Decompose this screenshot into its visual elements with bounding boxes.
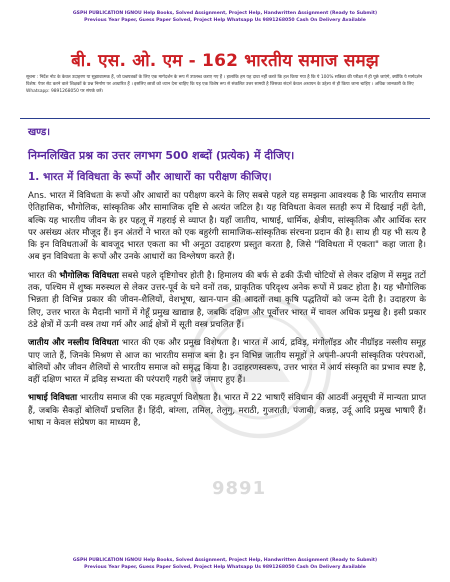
publisher-header	[0, 0, 450, 30]
header-line-2: Previous Year Paper, Guess Paper Solved, Project Help Whatsapp Us 9891268050 Cash On Delivery Available	[84, 18, 366, 23]
disclaimer-notice: सूचना : निर्देश नोट के केवल उदाहरण या सुझावात्मक हैं, जो प्रश्नपत्रकों के लिए एक मार्गदर्शन के रूप में उपलब्ध कराए गए हैं । हालांकि हम यह दावा नहीं करते कि हल किया गया है कि ये 100% सत्रिका की परीक्षा में ही पूछे जाएंगे, क्योंकि ये मार्गदर्शन विशेष: पेपर सेट करने वाले शिक्षकों के प्रश्न निर्माण पर आधारित हैं । इसलिए छात्रों को ध्यान देना चाहिए कि यह एक विशेष रूप से संकलित उत्तर सामग्री है जिसका संदर्भ केवल अध्ययन के उद्देश्य से ही किया जाना चाहिए । अधिक जानकारी के लिए Whatsapp: 9891268050 पर संपर्क करें।	[26, 75, 423, 94]
watermark-phone: 9891	[212, 478, 267, 499]
term-geographic-diversity: भौगोलिक विविधता	[59, 270, 119, 281]
paragraph-text: सबसे पहले दृष्टिगोचर होती है। हिमालय की बर्फ से ढकी ऊँची चोटियों से लेकर दक्षिण में समुद्र तटों तक, पश्चिम में शुष्क मरुस्थल से लेकर उत्तर-पूर्व के घने वनों तक, प्राकृतिक परिदृश्य अनेक रूपों में प्रकट होता है। यह भौगोलिक भिन्नता ही विभिन्न प्रकार की जीवन-शैलियों, वेशभूषा, खान-पान की आदतों तथा कृषि पद्धतियों को जन्म देती है। उदाहरण के लिए, उत्तर भारत के मैदानी भागों में गेहूँ प्रमुख खाद्यान्न है, जबकि दक्षिण और पूर्वोत्तर भारत में चावल अधिक प्रमुख है। इसी प्रकार ठंडे क्षेत्रों में ऊनी वस्त्र तथा गर्म और आर्द्र क्षेत्रों में सूती वस्त्र प्रचलित हैं।	[28, 270, 426, 330]
section-divider	[20, 118, 430, 119]
answer-paragraph-linguistic	[28, 392, 426, 429]
term-ethnic-diversity: जातीय और नस्लीय विविधता	[28, 338, 119, 349]
answer-body	[28, 190, 426, 435]
paragraph-prefix: भारत की	[28, 270, 60, 281]
answer-paragraph-geographic	[28, 270, 426, 331]
publisher-footer	[0, 557, 450, 571]
answer-paragraph-ethnic	[28, 337, 426, 386]
section-label: खण्ड।	[28, 127, 51, 138]
paragraph-text: भारत की एक और प्रमुख विशेषता है। भारत में आर्य, द्रविड़, मंगोलॉइड और नीग्रॉइड नस्लीय समूह पाए जाते हैं, जिनके मिश्रण से आज का भारतीय समाज बना है। इन विभिन्न जातीय समूहों ने अपनी-अपनी सांस्कृतिक परंपराओं, बोलियों और जीवन शैलियों से भारतीय समाज को समृद्ध किया है। उदाहरणस्वरूप, उत्तर भारत में आर्य संस्कृति का प्रभाव स्पष्ट है, वहीं दक्षिण भारत में द्रविड़ सभ्यता की परंपराएँ गहरी जड़ें जमाए हुए हैं।	[28, 338, 426, 386]
footer-line-2: Previous Year Paper, Guess Paper Solved, Project Help Whatsapp Us 9891268050 Cash On Delivery Available	[84, 565, 366, 570]
answer-paragraph-intro: Ans. भारत में विविधता के रूपों और आधारों का परीक्षण करने के लिए सबसे पहले यह समझना आवश्यक है कि भारतीय समाज ऐतिहासिक, भौगोलिक, सांस्कृतिक और सामाजिक दृष्टि से अत्यंत जटिल है। यह विविधता केवल सतही रूप में दिखाई नहीं देती, बल्कि यह भारतीय जीवन के हर पहलू में गहराई से व्याप्त है। यहाँ जातीय, भाषाई, धार्मिक, क्षेत्रीय, सांस्कृतिक और आर्थिक स्तर पर असंख्य अंतर मौजूद हैं। इन अंतरों ने भारत को एक बहुरंगी सामाजिक-सांस्कृतिक संरचना प्रदान की है। साथ ही यह भी सत्य है कि इन विविधताओं के बावजूद भारत एकता का भी अनूठा उदाहरण प्रस्तुत करता है, जिसे "विविधता में एकता" कहा जाता है। अब इन विविधता के रूपों और उनके आधारों का विश्लेषण करते हैं।	[28, 191, 426, 263]
question-heading: 1. भारत में विविधता के रूपों और आधारों का परीक्षण कीजिए।	[28, 171, 272, 183]
term-linguistic-diversity: भाषाई विविधता	[28, 393, 78, 404]
header-line-1: GSPH PUBLICATION IGNOU Help Books, Solved Assignment, Project Help, Handwritten Assignment (Ready to Submit)	[72, 11, 378, 16]
paragraph-text: भारतीय समाज की एक महत्वपूर्ण विशेषता है। भारत में 22 भाषाएँ संविधान की आठवीं अनुसूची में मान्यता प्राप्त हैं, जबकि सैकड़ों बोलियाँ प्रचलित हैं। हिंदी, बांग्ला, तमिल, तेलुगु, मराठी, गुजराती, पंजाबी, कन्नड़, उर्दू आदि प्रमुख भाषाएँ हैं। भाषा न केवल संप्रेषण का माध्यम है,	[28, 393, 426, 429]
instruction-heading: निम्नलिखित प्रश्न का उत्तर लगभग 500 शब्दों (प्रत्येक) में दीजिए।	[28, 149, 295, 162]
footer-line-1: GSPH PUBLICATION IGNOU Help Books, Solved Assignment, Project Help, Handwritten Assignment (Ready to Submit)	[72, 558, 378, 563]
page-title: बी. एस. ओ. एम - 162 भारतीय समाज समझ	[71, 51, 379, 71]
